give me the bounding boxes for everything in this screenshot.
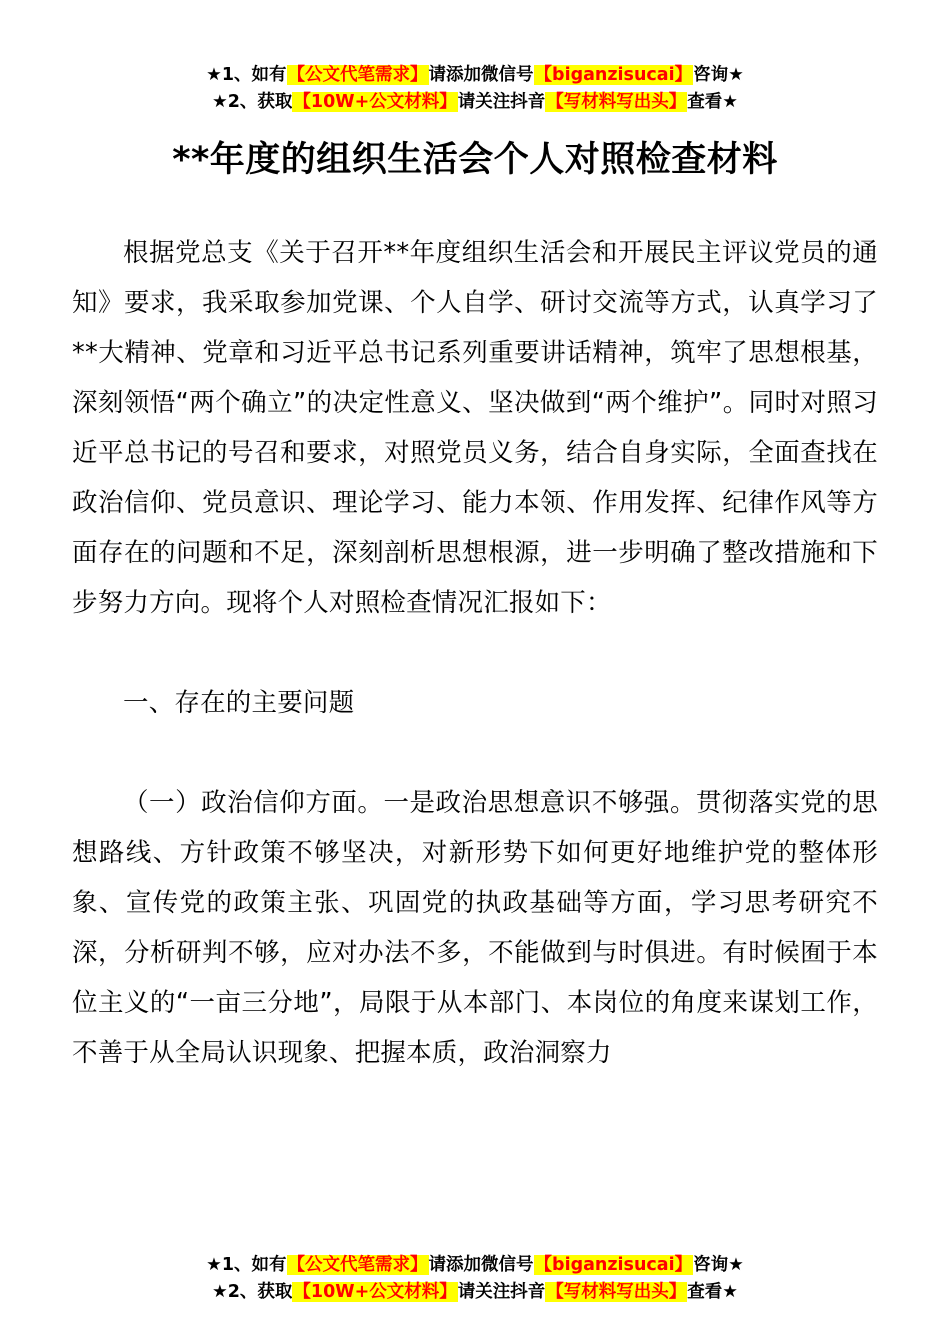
promo-line2-material-tag: 【10W+公文材料】: [293, 92, 457, 113]
promo-line1-suffix: 咨询★: [693, 65, 744, 85]
promo-bottom-line2-prefix: ★2、获取: [212, 1281, 293, 1302]
promo-bottom-line1-service-tag: 【公文代笔需求】: [287, 1254, 428, 1275]
promo-bottom-line2-material-tag: 【10W+公文材料】: [293, 1281, 457, 1302]
promo-banner-bottom: [0, 1252, 950, 1306]
promo-bottom-line2-mid: 请关注抖音: [457, 1281, 546, 1302]
document-body: [72, 228, 878, 1078]
paragraph-gap-1: [72, 628, 878, 678]
promo-line2-suffix: 查看★: [687, 92, 738, 113]
promo-bottom-line1-mid: 请添加微信号: [428, 1254, 534, 1275]
promo-banner-top-line2: [72, 89, 878, 116]
promo-banner-top: [72, 0, 878, 116]
promo-line1-mid: 请添加微信号: [428, 65, 534, 85]
promo-bottom-line2-suffix: 查看★: [687, 1281, 738, 1302]
promo-bottom-line1-wechat-id: 【biganzisucai】: [534, 1254, 693, 1275]
promo-bottom-line1-prefix: ★1、如有: [206, 1254, 287, 1275]
promo-line2-prefix: ★2、获取: [212, 92, 293, 113]
promo-line2-douyin-id: 【写材料写出头】: [546, 92, 687, 113]
paragraph-intro: 根据党总支《关于召开**年度组织生活会和开展民主评议党员的通知》要求，我采取参加党课、个人自学、研讨交流等方式，认真学习了**大精神、党章和习近平总书记系列重要讲话精神，筑牢了思想根基，深刻领悟“两个确立”的决定性意义、坚决做到“两个维护”。同时对照习近平总书记的号召和要求，对照党员义务，结合自身实际，全面查找在政治信仰、党员意识、理论学习、能力本领、作用发挥、纪律作风等方面存在的问题和不足，深刻剖析思想根源，进一步明确了整改措施和下步努力方向。现将个人对照检查情况汇报如下：: [72, 237, 878, 618]
promo-line2-mid: 请关注抖音: [457, 92, 546, 113]
promo-banner-bottom-line2: [0, 1279, 950, 1306]
promo-line1-service-tag: 【公文代笔需求】: [287, 65, 428, 85]
promo-line1-wechat-id: 【biganzisucai】: [534, 65, 693, 85]
promo-banner-top-line1: [72, 62, 878, 89]
page-title: **年度的组织生活会个人对照检查材料: [172, 140, 778, 181]
section-heading-one: 一、存在的主要问题: [123, 687, 355, 718]
promo-banner-bottom-line1: [0, 1252, 950, 1279]
promo-bottom-line1-suffix: 咨询★: [693, 1254, 744, 1275]
promo-bottom-line2-douyin-id: 【写材料写出头】: [546, 1281, 687, 1302]
paragraph-gap-2: [72, 728, 878, 778]
paragraph-political-faith: （一）政治信仰方面。一是政治思想意识不够强。贯彻落实党的思想路线、方针政策不够坚决，对新形势下如何更好地维护党的整体形象、宣传党的政策主张、巩固党的执政基础等方面，学习思考研究不深，分析研判不够，应对办法不多，不能做到与时俱进。有时候囿于本位主义的“一亩三分地”，局限于从本部门、本岗位的角度来谋划工作，不善于从全局认识现象、把握本质，政治洞察力: [72, 787, 878, 1068]
promo-line1-prefix: ★1、如有: [206, 65, 287, 85]
